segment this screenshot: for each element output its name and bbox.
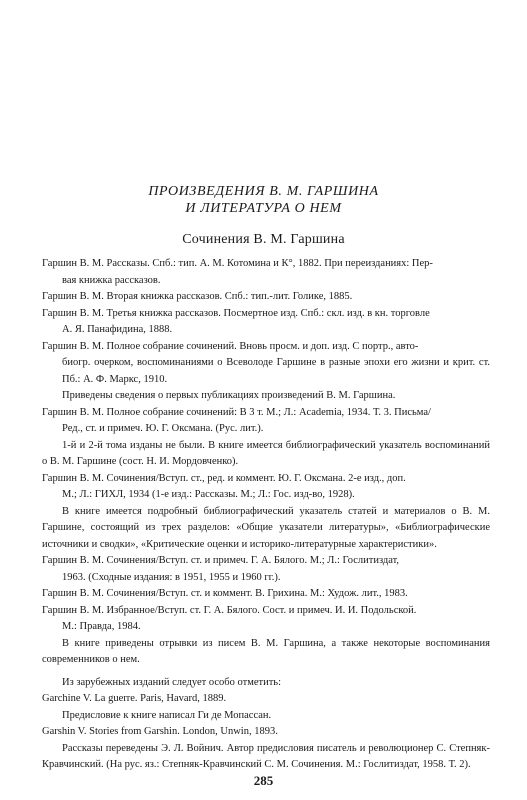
entry-first-line: Garshin V. Stories from Garshin. London, Unwin, 1893.	[42, 726, 278, 737]
entry-first-line: Garchine V. La guerre. Paris, Havard, 1889.	[42, 693, 227, 704]
entry-first-line: Гаршин В. М. Избранное/Вступ. ст. Г. А. Бялого. Сост. и примеч. И. И. Подольской.	[42, 604, 417, 616]
entry-first-line: Гаршин В. М. Сочинения/Вступ. ст. и коммент. В. Грихина. М.: Худож. лит., 1983.	[42, 588, 408, 599]
subsection-title: Сочинения В. М. Гаршина	[182, 232, 345, 247]
bibliography-entry	[42, 256, 490, 289]
bibliography-entry	[42, 306, 490, 339]
entry-continuation: М.: Правда, 1984.	[62, 621, 141, 632]
entry-annotation: Рассказы переведены Э. Л. Войнич. Автор предисловия писатель и революционер С. Степняк-Кравчинский. (На рус. яз.: Степняк-Кравчинский С. М. Сочинения. М.: Гослитиздат, 1958. Т. 2).	[42, 742, 490, 770]
bibliography-entry	[42, 691, 490, 708]
entry-continuation: М.; Л.: ГИХЛ, 1934 (1-е изд.: Рассказы. М.; Л.: Гос. изд-во, 1928).	[62, 489, 355, 500]
entry-first-line: Гаршин В. М. Рассказы. Спб.: тип. А. М. Котомина и К°, 1882. При переизданиях: Пер-	[42, 258, 433, 269]
works-list	[42, 256, 490, 669]
bibliography-entry	[42, 724, 490, 741]
entry-first-line: Гаршин В. М. Третья книжка рассказов. Посмертное изд. Спб.: скл. изд. в кн. торговле	[42, 307, 430, 319]
entry-annotation: 1-й и 2-й тома изданы не были. В книге имеется библиографический указатель воспоминаний о В. М. Гаршине (сост. Н. И. Мордовченко).	[42, 439, 490, 467]
entry-continuation: 1963. (Сходные издания: в 1951, 1955 и 1960 гг.).	[62, 571, 281, 583]
entry-first-line: Гаршин В. М. Сочинения/Вступ. ст. и примеч. Г. А. Бялого. М.; Л.: Гослитиздат,	[42, 555, 400, 566]
bibliography-entry	[42, 289, 490, 306]
bibliography-body	[42, 256, 490, 774]
foreign-editions-list	[42, 691, 490, 774]
entry-first-line: Гаршин В. М. Полное собрание сочинений: В 3 т. М.; Л.: Academia, 1934. Т. 3. Письма/	[42, 406, 431, 418]
section-title-line-1: ПРОИЗВЕДЕНИЯ В. М. ГАРШИНА	[148, 184, 379, 199]
entry-continuation: Ред., ст. и примеч. Ю. Г. Оксмана. (Рус. лит.).	[62, 423, 264, 434]
bibliography-entry	[42, 339, 490, 389]
entry-continuation: А. Я. Панафидина, 1888.	[62, 324, 173, 335]
entry-annotation: В книге имеется подробный библиографический указатель статей и материалов о В. М. Гаршине, состоящий из трех разделов: «Общие указатели литературы», «Библиографические источники и сводки», «Критические оценки и историко-литературные характеристики».	[42, 505, 490, 550]
bibliography-entry	[42, 586, 490, 603]
entry-annotation: Приведены сведения о первых публикациях произведений В. М. Гаршина.	[62, 390, 396, 401]
entry-first-line: Гаршин В. М. Полное собрание сочинений. Вновь просм. и доп. изд. С портр., авто-	[42, 340, 419, 352]
bibliography-entry	[42, 471, 490, 504]
entry-first-line: Гаршин В. М. Сочинения/Вступ. ст., ред. и коммент. Ю. Г. Оксмана. 2-е изд., доп.	[42, 472, 406, 484]
entry-continuation: биогр. очерком, воспоминаниями о Всеволоде Гаршине в разные эпохи его жизни и крит. ст. Пб.: А. Ф. Маркс, 1910.	[62, 357, 490, 385]
entry-annotation: В книге приведены отрывки из писем В. М. Гаршина, а также некоторые воспоминания современников о нем.	[42, 637, 490, 665]
entry-first-line: Гаршин В. М. Вторая книжка рассказов. Спб.: тип.-лит. Голике, 1885.	[42, 291, 353, 302]
section-title-line-2: И ЛИТЕРАТУРА О НЕМ	[185, 201, 342, 216]
bibliography-entry	[42, 405, 490, 438]
entry-annotation: Предисловие к книге написал Ги де Мопассан.	[62, 709, 272, 721]
bibliography-entry	[42, 603, 490, 636]
entry-continuation: вая книжка рассказов.	[62, 274, 161, 286]
page-number: 285	[253, 773, 274, 788]
foreign-editions-intro: Из зарубежных изданий следует особо отметить:	[62, 676, 282, 688]
bibliography-entry	[42, 553, 490, 586]
